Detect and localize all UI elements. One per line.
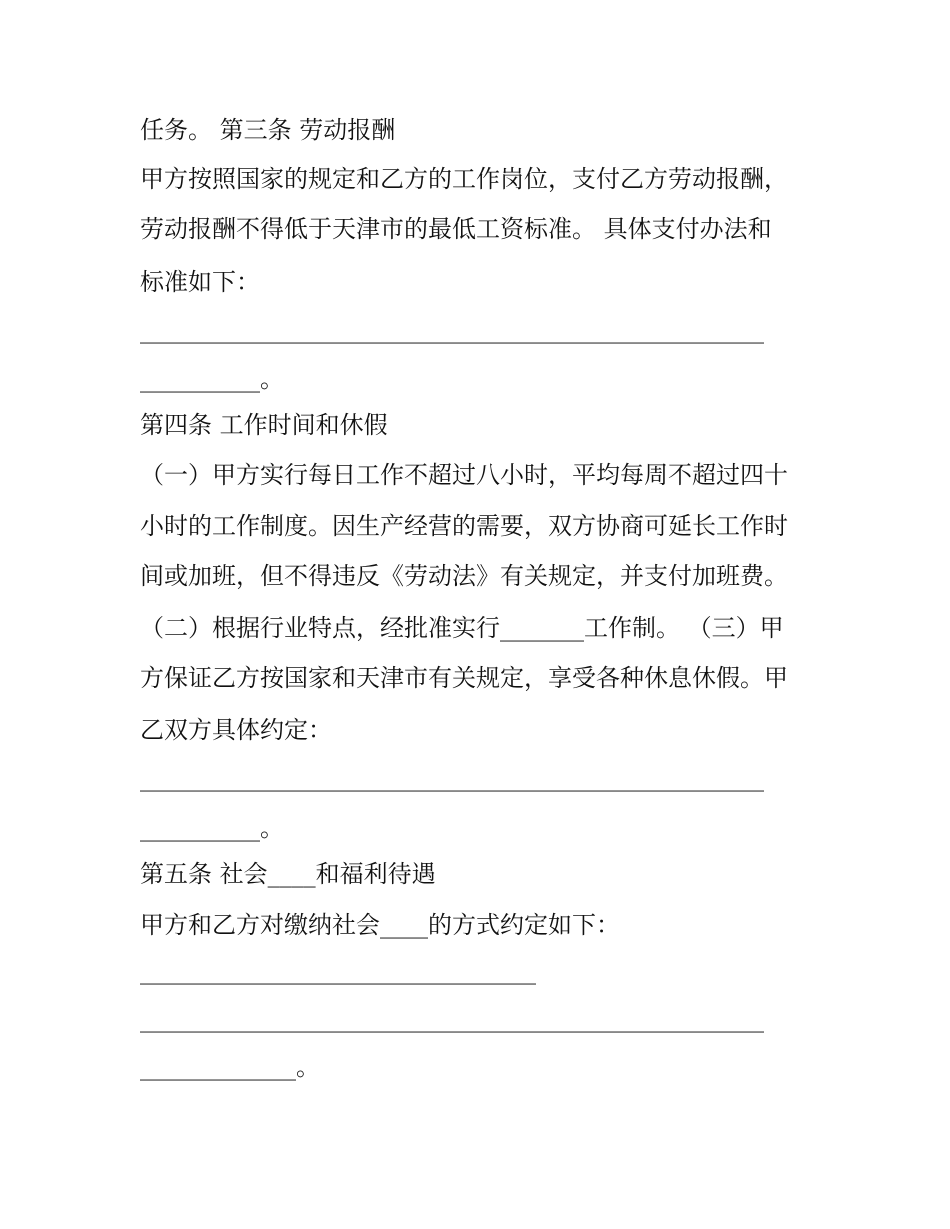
blank-fill-line: _________________________________: [140, 957, 536, 985]
section-heading: 第五条 社会____和福利待遇: [140, 860, 436, 888]
text-line: 间或加班，但不得违反《劳动法》有关规定，并支付加班费。: [140, 562, 788, 590]
text-line: 乙双方具体约定：: [140, 716, 332, 744]
text-line: 劳动报酬不得低于天津市的最低工资标准。 具体支付办法和: [140, 215, 772, 243]
text-line: 甲方按照国家的规定和乙方的工作岗位，支付乙方劳动报酬，: [140, 165, 788, 193]
section-heading: 第四条 工作时间和休假: [140, 411, 388, 439]
blank-fill-line: __________。: [140, 365, 284, 393]
text-line: 甲方和乙方对缴纳社会____的方式约定如下：: [140, 911, 620, 939]
blank-fill-line: ____________________________________________________: [140, 764, 764, 792]
text-line: 标准如下：: [140, 268, 260, 296]
text-line: （二）根据行业特点，经批准实行_______工作制。 （三）甲: [140, 614, 784, 642]
blank-fill-line: _____________。: [140, 1053, 320, 1081]
text-line: （一）甲方实行每日工作不超过八小时，平均每周不超过四十: [140, 461, 788, 489]
text-line: 方保证乙方按国家和天津市有关规定，享受各种休息休假。甲: [140, 664, 788, 692]
blank-fill-line: ____________________________________________________: [140, 316, 764, 344]
text-line: 任务。 第三条 劳动报酬: [140, 116, 396, 144]
blank-fill-line: __________。: [140, 814, 284, 842]
blank-fill-line: ____________________________________________________: [140, 1005, 764, 1033]
text-line: 小时的工作制度。因生产经营的需要，双方协商可延长工作时: [140, 512, 788, 540]
